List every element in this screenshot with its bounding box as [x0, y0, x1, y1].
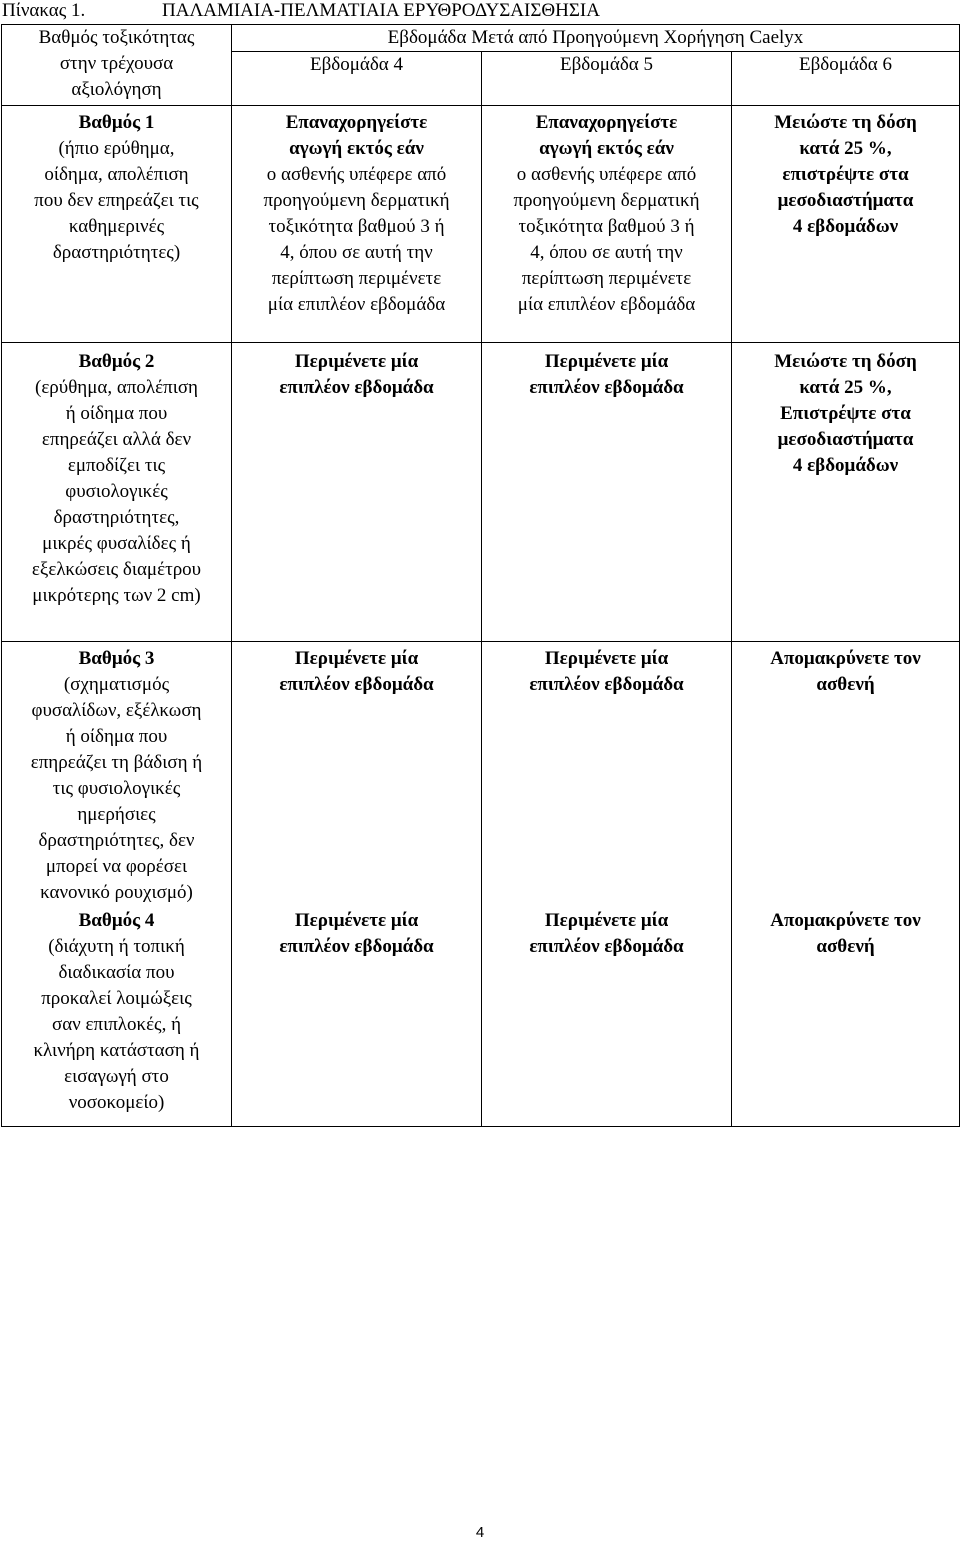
instruction-line: προηγούμενη δερματική: [263, 190, 450, 211]
grade-description-line: εισαγωγή στο: [64, 1066, 169, 1087]
instruction-line: Περιμένετε μία: [294, 910, 419, 931]
instruction-line: 4, όπου σε αυτή την: [530, 242, 683, 263]
grade-header-line: Βαθμός τοξικότητας: [38, 27, 195, 48]
page-number: 4: [475, 1524, 485, 1541]
week-4-cell: [232, 906, 482, 1127]
table-label: Πίνακας 1.: [2, 0, 86, 21]
instruction-line: τοξικότητα βαθμού 3 ή: [518, 216, 695, 237]
week-6-cell: [732, 106, 960, 343]
grade-description-line: προκαλεί λοιμώξεις: [41, 988, 192, 1009]
week-6-cell: [732, 343, 960, 642]
grade-header-line: στην τρέχουσα: [59, 53, 174, 74]
instruction-line: προηγούμενη δερματική: [513, 190, 700, 211]
grade-description-line: δραστηριότητες): [52, 242, 181, 263]
grade-header-line: αξιολόγηση: [71, 79, 162, 100]
grade-description-line: τις φυσιολογικές: [52, 778, 181, 799]
week-5-cell: [482, 906, 732, 1127]
grade-title: Βαθμός 1: [78, 112, 155, 133]
instruction-line: κατά 25 %,: [799, 138, 892, 159]
grade-description-line: οίδημα, απολέπιση: [44, 164, 189, 185]
toxicity-table: [1, 24, 960, 1127]
grade-title: Βαθμός 2: [78, 351, 155, 372]
instruction-line: μεσοδιαστήματα: [777, 190, 914, 211]
instruction-line: Περιμένετε μία: [294, 351, 419, 372]
instruction-line: 4 εβδομάδων: [792, 455, 899, 476]
week-4-header: Εβδομάδα 4: [232, 52, 482, 106]
instruction-line: κατά 25 %,: [799, 377, 892, 398]
table-title: ΠΑΛΑΜΙΑΙΑ-ΠΕΛΜΑΤΙΑΙΑ ΕΡΥΘΡΟΔΥΣΑΙΣΘΗΣΙΑ: [162, 0, 600, 21]
instruction-line: 4, όπου σε αυτή την: [280, 242, 433, 263]
week-6-cell: [732, 906, 960, 1127]
grade-description-line: κλινήρη κατάσταση ή: [33, 1040, 200, 1061]
instruction-line: ο ασθενής υπέφερε από: [266, 164, 447, 185]
grade-description-line: νοσοκομείο): [68, 1092, 165, 1113]
week-6-cell: [732, 642, 960, 907]
grade-description-line: μικρότερης των 2 cm): [32, 585, 201, 606]
table-row-grade-1: [2, 106, 960, 343]
grade-description-line: κανονικό ρουχισμό): [40, 882, 193, 903]
grade-cell: [2, 642, 232, 907]
week-group-header: Εβδομάδα Μετά από Προηγούμενη Χορήγηση Caelyx: [232, 25, 960, 52]
grade-description-line: καθημερινές: [68, 216, 165, 237]
instruction-line: επιπλέον εβδομάδα: [279, 377, 434, 398]
grade-cell: [2, 106, 232, 343]
grade-description-line: (σχηματισμός: [63, 674, 170, 695]
instruction-line: Επιστρέψτε στα: [780, 403, 911, 424]
grade-title: Βαθμός 4: [78, 910, 155, 931]
instruction-line: ο ασθενής υπέφερε από: [516, 164, 697, 185]
grade-description-line: δραστηριότητες, δεν: [38, 830, 195, 851]
instruction-line: Περιμένετε μία: [544, 351, 669, 372]
week-4-cell: [232, 343, 482, 642]
instruction-line: Απομακρύνετε τον: [770, 910, 921, 931]
grade-description-line: (ήπιο ερύθημα,: [58, 138, 175, 159]
grade-title: Βαθμός 3: [78, 648, 155, 669]
table-row-grade-3: [2, 642, 960, 907]
grade-description-line: διαδικασία που: [58, 962, 175, 983]
week-4-cell: [232, 106, 482, 343]
instruction-line: μία επιπλέον εβδομάδα: [517, 294, 696, 315]
grade-description-line: (ερύθημα, απολέπιση: [35, 377, 198, 398]
grade-description-line: επηρεάζει τη βάδιση ή: [30, 752, 203, 773]
week-6-header: Εβδομάδα 6: [732, 52, 960, 106]
week-4-cell: [232, 642, 482, 907]
grade-description-line: ή οίδημα που: [65, 403, 168, 424]
week-5-cell: [482, 343, 732, 642]
grade-description-line: μικρές φυσαλίδες ή: [42, 533, 191, 554]
instruction-line: Μειώστε τη δόση: [774, 351, 917, 372]
instruction-line: περίπτωση περιμένετε: [271, 268, 442, 289]
instruction-line: αγωγή εκτός εάν: [289, 138, 424, 159]
instruction-line: επιπλέον εβδομάδα: [529, 377, 684, 398]
grade-description-line: εμποδίζει τις: [67, 455, 166, 476]
instruction-line: επιστρέψτε στα: [782, 164, 909, 185]
instruction-line: Επαναχορηγείστε: [535, 112, 678, 133]
week-5-cell: [482, 642, 732, 907]
grade-description-line: φυσιολογικές: [65, 481, 168, 502]
grade-description-line: μπορεί να φορέσει: [45, 856, 188, 877]
instruction-line: Περιμένετε μία: [544, 648, 669, 669]
grade-description-line: φυσαλίδων, εξέλκωση: [31, 700, 202, 721]
instruction-line: επιπλέον εβδομάδα: [529, 674, 684, 695]
grade-description-line: που δεν επηρεάζει τις: [34, 190, 199, 211]
table-row-grade-2: [2, 343, 960, 642]
instruction-line: τοξικότητα βαθμού 3 ή: [268, 216, 445, 237]
table-caption: [2, 0, 600, 24]
instruction-line: ασθενή: [816, 936, 875, 957]
grade-description-line: εξελκώσεις διαμέτρου: [31, 559, 202, 580]
instruction-line: επιπλέον εβδομάδα: [279, 674, 434, 695]
grade-description-line: (διάχυτη ή τοπική: [48, 936, 185, 957]
instruction-line: μία επιπλέον εβδομάδα: [267, 294, 446, 315]
table-row-grade-4: [2, 906, 960, 1127]
grade-description-line: ή οίδημα που: [65, 726, 168, 747]
instruction-line: Επαναχορηγείστε: [285, 112, 428, 133]
instruction-line: μεσοδιαστήματα: [777, 429, 914, 450]
instruction-line: Απομακρύνετε τον: [770, 648, 921, 669]
instruction-line: 4 εβδομάδων: [792, 216, 899, 237]
instruction-line: αγωγή εκτός εάν: [539, 138, 674, 159]
instruction-line: Περιμένετε μία: [294, 648, 419, 669]
instruction-line: περίπτωση περιμένετε: [521, 268, 692, 289]
grade-description-line: δραστηριότητες,: [53, 507, 180, 528]
instruction-line: Μειώστε τη δόση: [774, 112, 917, 133]
instruction-line: επιπλέον εβδομάδα: [279, 936, 434, 957]
instruction-line: επιπλέον εβδομάδα: [529, 936, 684, 957]
grade-description-line: ημερήσιες: [77, 804, 156, 825]
grade-description-line: επηρεάζει αλλά δεν: [41, 429, 192, 450]
week-5-cell: [482, 106, 732, 343]
grade-cell: [2, 343, 232, 642]
week-5-header: Εβδομάδα 5: [482, 52, 732, 106]
instruction-line: Περιμένετε μία: [544, 910, 669, 931]
grade-description-line: σαν επιπλοκές, ή: [51, 1014, 182, 1035]
instruction-line: ασθενή: [816, 674, 875, 695]
grade-cell: [2, 906, 232, 1127]
grade-column-header: [2, 25, 232, 106]
